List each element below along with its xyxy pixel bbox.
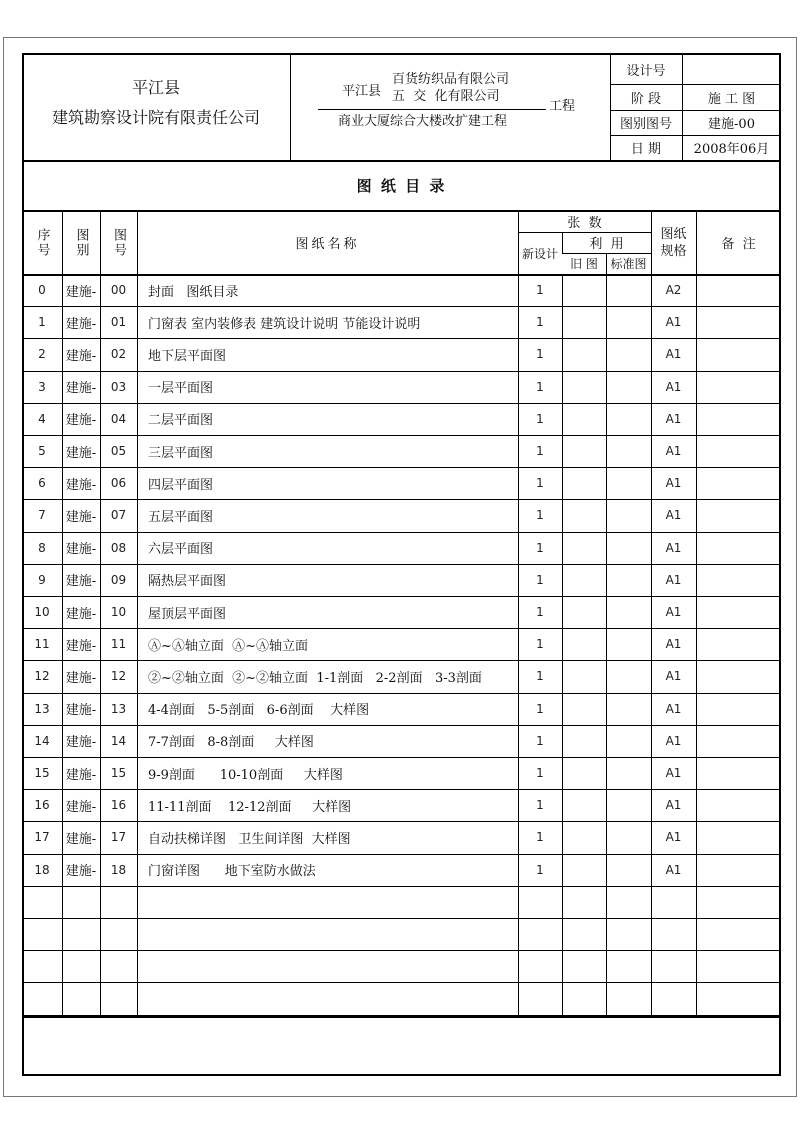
row-name: 三层平面图 — [148, 445, 214, 461]
col-old-drawing: 旧 图 — [570, 257, 598, 271]
col-category: 图别 — [73, 227, 89, 258]
row-number: 13 — [110, 701, 127, 716]
row-number: 16 — [110, 798, 127, 813]
row-paper-size: A1 — [665, 444, 682, 459]
row-seq: 0 — [38, 283, 46, 298]
row-seq: 11 — [34, 637, 50, 652]
row-category — [62, 918, 100, 950]
row-new-design: 1 — [536, 508, 544, 523]
row-number: 18 — [110, 862, 127, 877]
row-paper-size: A1 — [665, 766, 682, 781]
grid-v-3 — [137, 211, 138, 1017]
row-name — [148, 886, 518, 918]
row-category: 建施- — [65, 703, 97, 719]
row-new-design: 1 — [536, 315, 544, 330]
row-paper-size: A1 — [665, 347, 682, 362]
company-line2: 建筑勘察设计院有限责任公司 — [51, 108, 260, 127]
row-name: 自动扶梯详图 卫生间详图 大样图 — [148, 831, 351, 847]
row-new-design: 1 — [536, 669, 544, 684]
row-category: 建施- — [65, 284, 97, 300]
row-new-design — [518, 918, 562, 950]
row-new-design: 1 — [536, 605, 544, 620]
row-category: 建施- — [65, 413, 97, 429]
project-name: 商业大厦综合大楼改扩建工程 — [338, 114, 508, 129]
col-paper-size: 图纸规格 — [660, 226, 687, 259]
row-seq: 12 — [34, 669, 50, 684]
row-number: 00 — [110, 283, 127, 298]
row-name: 4-4剖面 5-5剖面 6-6剖面 大样图 — [148, 703, 370, 719]
row-paper-size — [651, 950, 696, 982]
row-new-design: 1 — [536, 283, 544, 298]
col-remarks: 备 注 — [721, 237, 756, 252]
row-number: 05 — [110, 444, 127, 459]
info-label-date: 日 期 — [630, 142, 662, 157]
col-reuse: 利 用 — [589, 237, 624, 252]
row-category: 建施- — [65, 542, 97, 558]
row-paper-size: A1 — [665, 379, 682, 394]
row-new-design — [518, 950, 562, 982]
row-seq: 14 — [34, 733, 50, 748]
row-number: 10 — [110, 605, 127, 620]
row-seq: 13 — [34, 701, 50, 716]
company-line1: 平江县 — [131, 78, 180, 97]
row-seq: 1 — [38, 315, 46, 330]
row-number: 02 — [110, 347, 127, 362]
row-seq: 5 — [38, 444, 46, 459]
row-category: 建施- — [65, 831, 97, 847]
row-name: 11-11剖面 12-12剖面 大样图 — [148, 799, 352, 815]
row-seq: 2 — [38, 347, 46, 362]
col-name: 图纸名称 — [295, 237, 360, 252]
row-seq: 8 — [38, 540, 46, 555]
row-category: 建施- — [65, 574, 97, 590]
row-paper-size — [651, 982, 696, 1014]
row-name: ②~②轴立面 ②~②轴立面 1-1剖面 2-2剖面 3-3剖面 — [148, 670, 482, 686]
row-seq: 17 — [34, 830, 50, 845]
row-paper-size: A1 — [665, 862, 682, 877]
info-value-design-no — [682, 55, 781, 84]
row-paper-size: A2 — [665, 283, 682, 298]
row-category: 建施- — [65, 638, 97, 654]
row-category: 建施- — [65, 445, 97, 461]
row-name: 隔热层平面图 — [148, 574, 227, 590]
row-paper-size: A1 — [665, 637, 682, 652]
row-number — [100, 886, 137, 918]
row-paper-size — [651, 886, 696, 918]
project-suffix: 工程 — [549, 99, 576, 114]
row-paper-size — [651, 918, 696, 950]
row-new-design: 1 — [536, 766, 544, 781]
row-new-design: 1 — [536, 411, 544, 426]
info-value-drawing-no: 建施-00 — [708, 117, 755, 132]
row-category — [62, 982, 100, 1014]
row-number: 14 — [110, 733, 127, 748]
client-line1: 百货纺织品有限公司 — [392, 72, 510, 87]
row-category: 建施- — [65, 767, 97, 783]
info-value-stage: 施 工 图 — [707, 91, 756, 107]
info-label-stage: 阶 段 — [630, 91, 662, 107]
row-new-design: 1 — [536, 572, 544, 587]
row-name: 门窗详图 地下室防水做法 — [148, 864, 316, 880]
row-name: 9-9剖面 10-10剖面 大样图 — [148, 767, 343, 783]
row-new-design — [518, 982, 562, 1014]
project-name-line — [318, 109, 546, 110]
row-paper-size: A1 — [665, 411, 682, 426]
row-new-design — [518, 886, 562, 918]
row-seq: 10 — [34, 605, 50, 620]
row-name: 门窗表 室内装修表 建筑设计说明 节能设计说明 — [148, 316, 421, 332]
col-seq: 序号 — [34, 227, 50, 258]
row-category: 建施- — [65, 509, 97, 525]
row-category: 建施- — [65, 735, 97, 751]
row-category — [62, 886, 100, 918]
grid-v-5 — [562, 274, 563, 1017]
row-name: 地下层平面图 — [148, 348, 227, 364]
row-seq: 15 — [34, 766, 50, 781]
row-number: 17 — [110, 830, 127, 845]
row-paper-size: A1 — [665, 669, 682, 684]
row-number: 06 — [110, 476, 127, 491]
row-seq: 9 — [38, 572, 46, 587]
client-line2: 五 交 化有限公司 — [392, 89, 500, 104]
row-name: Ⓐ~Ⓐ轴立面 Ⓐ~Ⓐ轴立面 — [148, 638, 309, 654]
row-seq: 16 — [34, 798, 50, 813]
header-divider-1 — [290, 54, 291, 160]
row-category: 建施- — [65, 864, 97, 880]
row-new-design: 1 — [536, 862, 544, 877]
row-name: 7-7剖面 8-8剖面 大样图 — [148, 735, 314, 751]
row-seq: 7 — [38, 508, 46, 523]
row-paper-size: A1 — [665, 733, 682, 748]
col-sheets: 张 数 — [567, 216, 602, 231]
project-prefix: 平江县 — [342, 84, 382, 99]
row-new-design: 1 — [536, 637, 544, 652]
info-label-drawing-no: 图别图号 — [619, 117, 672, 132]
row-new-design: 1 — [536, 798, 544, 813]
row-paper-size: A1 — [665, 798, 682, 813]
row-category: 建施- — [65, 799, 97, 815]
row-paper-size: A1 — [665, 830, 682, 845]
row-paper-size: A1 — [665, 315, 682, 330]
row-seq: 3 — [38, 379, 46, 394]
row-name: 四层平面图 — [148, 477, 214, 493]
row-new-design: 1 — [536, 701, 544, 716]
row-category — [62, 950, 100, 982]
row-number: 04 — [110, 411, 127, 426]
row-name — [148, 982, 518, 1014]
row-divider — [22, 1015, 781, 1016]
row-seq: 6 — [38, 476, 46, 491]
row-number: 09 — [110, 572, 127, 587]
row-name — [148, 950, 518, 982]
row-number: 01 — [110, 315, 127, 330]
row-category: 建施- — [65, 316, 97, 332]
page-title: 图 纸 目 录 — [356, 177, 447, 195]
row-number: 12 — [110, 669, 127, 684]
row-number — [100, 950, 137, 982]
row-paper-size: A1 — [665, 605, 682, 620]
row-category: 建施- — [65, 477, 97, 493]
row-name: 六层平面图 — [148, 542, 214, 558]
row-paper-size: A1 — [665, 508, 682, 523]
row-number — [100, 982, 137, 1014]
row-new-design: 1 — [536, 733, 544, 748]
row-name: 二层平面图 — [148, 413, 214, 429]
row-seq — [22, 950, 62, 982]
col-number: 图号 — [111, 227, 126, 258]
row-paper-size: A1 — [665, 572, 682, 587]
row-new-design: 1 — [536, 379, 544, 394]
row-paper-size: A1 — [665, 540, 682, 555]
row-seq — [22, 982, 62, 1014]
info-label-design-no: 设计号 — [626, 64, 666, 79]
row-name: 屋顶层平面图 — [148, 606, 227, 622]
info-value-date: 2008年06月 — [693, 142, 770, 157]
row-name — [148, 918, 518, 950]
row-seq: 18 — [34, 862, 50, 877]
row-new-design: 1 — [536, 830, 544, 845]
row-paper-size: A1 — [665, 701, 682, 716]
row-category: 建施- — [65, 381, 97, 397]
row-number: 03 — [110, 379, 127, 394]
row-new-design: 1 — [536, 347, 544, 362]
row-number: 11 — [110, 637, 127, 652]
row-seq — [22, 886, 62, 918]
row-paper-size: A1 — [665, 476, 682, 491]
row-number — [100, 918, 137, 950]
row-new-design: 1 — [536, 540, 544, 555]
row-seq: 4 — [38, 411, 46, 426]
table-bottom-rule — [22, 1016, 781, 1018]
row-new-design: 1 — [536, 444, 544, 459]
row-new-design: 1 — [536, 476, 544, 491]
row-category: 建施- — [65, 670, 97, 686]
row-seq — [22, 918, 62, 950]
row-number: 15 — [110, 766, 127, 781]
grid-v-8 — [696, 211, 697, 1017]
row-name: 一层平面图 — [148, 381, 214, 397]
row-name: 封面 图纸目录 — [148, 284, 239, 300]
col-standard-drawing: 标准图 — [610, 257, 647, 271]
row-number: 07 — [110, 508, 127, 523]
row-name: 五层平面图 — [148, 509, 214, 525]
row-number: 08 — [110, 540, 127, 555]
col-new-design: 新设计 — [521, 246, 558, 261]
row-category: 建施- — [65, 348, 97, 364]
row-category: 建施- — [65, 606, 97, 622]
grid-v-6 — [606, 274, 607, 1017]
